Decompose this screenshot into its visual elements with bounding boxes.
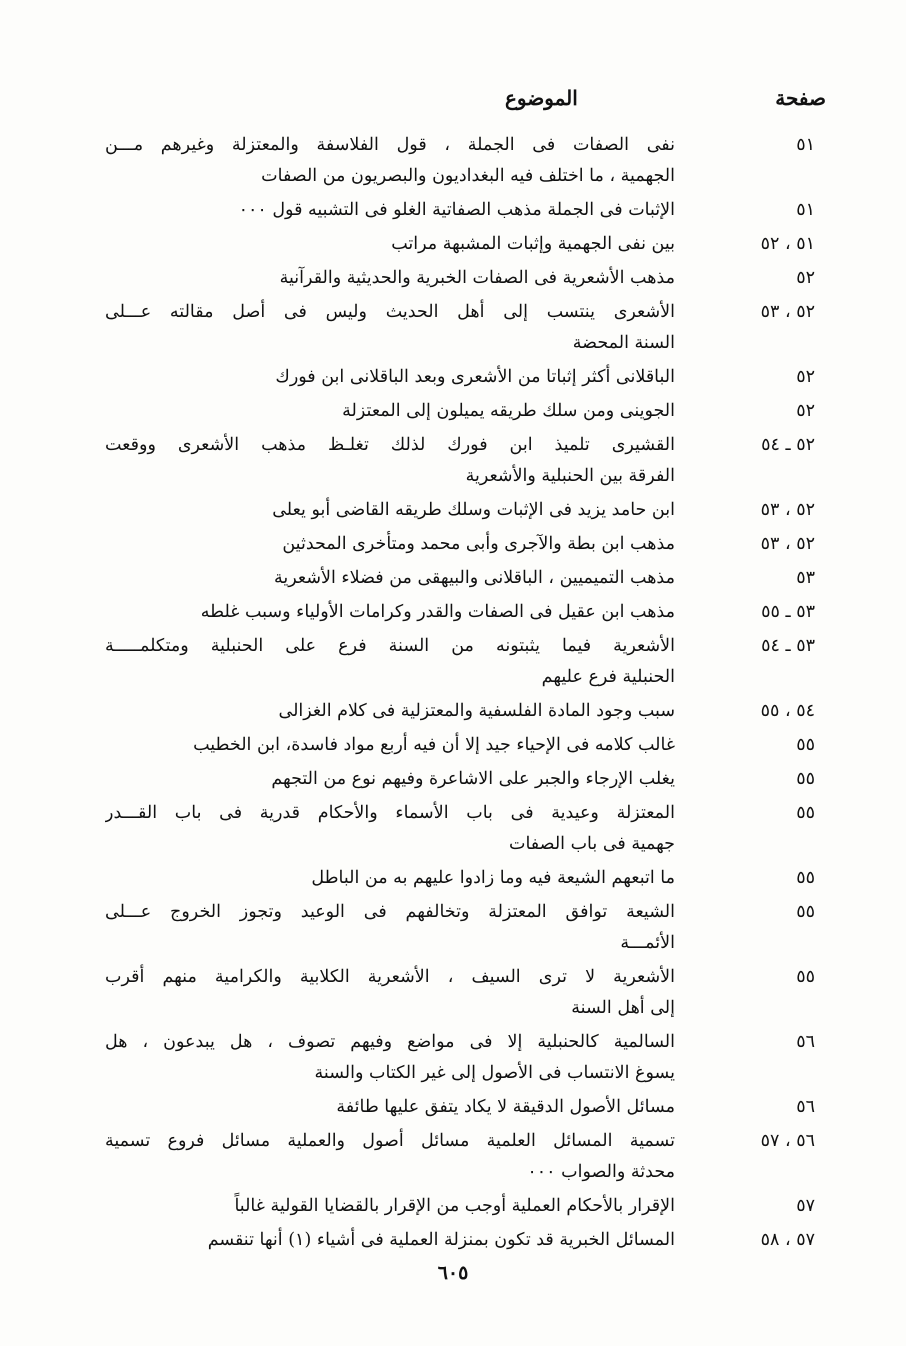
toc-entry (105, 396, 815, 427)
toc-entry-line: المعتزلة وعيدية فى باب الأسماء والأحكام قدرية فى باب القـــدر (105, 803, 675, 823)
toc-entry-pages: ٥٦ ، ٥٧ (760, 1131, 815, 1151)
toc-entry (105, 1092, 815, 1123)
toc-entry-text (105, 529, 675, 560)
toc-entry-text (105, 1092, 675, 1123)
toc-entry-text (105, 962, 675, 1024)
toc-entry-text (105, 897, 675, 959)
toc-entry-line: محدثة والصواب ٠٠٠ (527, 1162, 675, 1182)
toc-entry-line: مسائل الأصول الدقيقة لا يكاد يتفق عليها طائفة (336, 1097, 675, 1117)
toc-entry-line: الأشعرى ينتسب إلى أهل الحديث وليس فى أصل مقالته عـــلى (105, 302, 675, 322)
toc-entry-line: الشيعة توافق المعتزلة وتخالفهم فى الوعيد وتجوز الخروج عـــلى (105, 902, 675, 922)
toc-entry-line: الإثبات فى الجملة مذهب الصفاتية الغلو فى التشبيه قول ٠٠٠ (238, 200, 675, 220)
toc-entry-text (105, 764, 675, 795)
toc-entry (105, 263, 815, 294)
toc-entry-line: ابن حامد يزيد فى الإثبات وسلك طريقه القاضى أبو يعلى (272, 500, 675, 520)
toc-entry-pages: ٥٦ (796, 1032, 815, 1052)
toc-entry-line: نفى الصفات فى الجملة ، قول الفلاسفة والمعتزلة وغيرهم مـــن (105, 135, 675, 155)
toc-entry-text (105, 1225, 675, 1256)
toc-entry (105, 897, 815, 959)
toc-entry-text (105, 130, 675, 192)
toc-entry-line: مذهب ابن بطة والآجرى وأبى محمد ومتأخرى المحدثين (282, 534, 675, 554)
toc-entry-pages: ٥٥ (796, 769, 815, 789)
toc-entry-pages: ٥٣ ـ ٥٤ (761, 636, 815, 656)
toc-entry (105, 863, 815, 894)
toc-entry-pages: ٥٥ (796, 902, 815, 922)
toc-entry-pages: ٥١ (796, 200, 815, 220)
toc-entry-text (105, 495, 675, 526)
toc-entry (105, 229, 815, 260)
toc-entry-text (105, 430, 675, 492)
toc-entry-pages: ٥٤ ، ٥٥ (760, 701, 815, 721)
toc-entry (105, 962, 815, 1024)
toc-entry-line: بين نفى الجهمية وإثبات المشبهة مراتب (391, 234, 675, 254)
toc-entry (105, 1027, 815, 1089)
toc-entry-text (105, 863, 675, 894)
toc-entry (105, 529, 815, 560)
toc-entry-text (105, 798, 675, 860)
page-column-header: صفحة (775, 86, 826, 110)
toc-entry-text (105, 631, 675, 693)
toc-entry (105, 730, 815, 761)
toc-entry-line: جهمية فى باب الصفات (508, 834, 675, 854)
toc-entry (105, 563, 815, 594)
toc-entry (105, 195, 815, 226)
toc-entry-text (105, 1027, 675, 1089)
toc-entry-line: الجهمية ، ما اختلف فيه البغداديون والبصريون من الصفات (261, 166, 675, 186)
toc-entry-pages: ٥٢ (796, 401, 815, 421)
toc-entry (105, 1126, 815, 1188)
toc-entry-line: الإقرار بالأحكام العملية أوجب من الإقرار بالقضايا القولية غالباً (234, 1196, 675, 1216)
toc-entry-pages: ٥٢ (796, 268, 815, 288)
toc-entry-line: يغلب الإرجاء والجبر على الاشاعرة وفيهم نوع من التجهم (271, 769, 675, 789)
toc-entry-text (105, 696, 675, 727)
toc-entry-line: إلى أهل السنة (571, 998, 675, 1018)
toc-entry-line: الأشعرية لا ترى السيف ، الأشعرية الكلابية والكرامية منهم أقرب (105, 967, 675, 987)
toc-entry-pages: ٥٧ ، ٥٨ (760, 1230, 815, 1250)
toc-entry-pages: ٥٢ (796, 367, 815, 387)
toc-entry-text (105, 396, 675, 427)
toc-entry-text (105, 297, 675, 359)
toc-entry (105, 1225, 815, 1256)
toc-entry (105, 362, 815, 393)
toc-entry-line: السنة المحضة (572, 333, 675, 353)
toc-entry-text (105, 1191, 675, 1222)
toc-entry-pages: ٥٣ ـ ٥٥ (761, 602, 815, 622)
toc-entry-line: القشيرى تلميذ ابن فورك لذلك تغلـظ مذهب الأشعرى ووقعت (105, 435, 675, 455)
toc-entry-line: غالب كلامه فى الإحياء جيد إلا أن فيه أربع مواد فاسدة، ابن الخطيب (193, 735, 675, 755)
toc-entry (105, 631, 815, 693)
toc-entry-line: الجوينى ومن سلك طريقه يميلون إلى المعتزلة (342, 401, 675, 421)
toc-entry (105, 430, 815, 492)
toc-entry-line: مذهب التميميين ، الباقلانى والبيهقى من فضلاء الأشعرية (274, 568, 675, 588)
toc-entry (105, 798, 815, 860)
toc-entry-text (105, 1126, 675, 1188)
toc-entry-line: ما اتبعهم الشيعة فيه وما زادوا عليهم به من الباطل (311, 868, 675, 888)
toc-entry (105, 696, 815, 727)
toc-entry-line: مذهب ابن عقيل فى الصفات والقدر وكرامات الأولياء وسبب غلطه (200, 602, 675, 622)
toc-entry-text (105, 597, 675, 628)
toc-entry-line: الأشعرية فيما يثبتونه من السنة فرع على الحنبلية ومتكلمـــــة (105, 636, 675, 656)
toc-entry-pages: ٥٥ (796, 735, 815, 755)
toc-entry-pages: ٥٣ (796, 568, 815, 588)
toc-entry-line: الباقلانى أكثر إثباتا من الأشعرى وبعد الباقلانى ابن فورك (275, 367, 675, 387)
toc-entry (105, 297, 815, 359)
toc-entry-pages: ٥٢ ، ٥٣ (760, 302, 815, 322)
toc-entry-pages: ٥٢ ، ٥٣ (760, 500, 815, 520)
toc-entry-pages: ٥٥ (796, 967, 815, 987)
toc-entry-text (105, 195, 675, 226)
toc-entry-line: المسائل الخبرية قد تكون بمنزلة العملية فى أشياء (١) أنها تنقسم (207, 1230, 675, 1250)
toc-entry-text (105, 229, 675, 260)
toc-entry-line: يسوغ الانتساب فى الأصول إلى غير الكتاب والسنة (314, 1063, 675, 1083)
toc-entry-line: الأئمـــة (620, 933, 675, 953)
toc-entry-line: تسمية المسائل العلمية مسائل أصول والعملية مسائل فروع تسمية (105, 1131, 675, 1151)
topic-column-header: الموضوع (505, 86, 578, 110)
toc-entry (105, 495, 815, 526)
toc-entry (105, 1191, 815, 1222)
toc-entry (105, 764, 815, 795)
toc-entry-line: الفرقة بين الحنبلية والأشعرية (465, 466, 675, 486)
toc-entry (105, 597, 815, 628)
toc-entry (105, 130, 815, 192)
table-of-contents (105, 130, 815, 1259)
toc-entry-text (105, 730, 675, 761)
toc-entry-text (105, 563, 675, 594)
toc-entry-line: سبب وجود المادة الفلسفية والمعتزلية فى كلام الغزالى (278, 701, 675, 721)
toc-entry-line: مذهب الأشعرية فى الصفات الخبرية والحديثية والقرآنية (279, 268, 675, 288)
toc-entry-pages: ٥٢ ـ ٥٤ (761, 435, 815, 455)
toc-entry-pages: ٥٧ (796, 1196, 815, 1216)
toc-entry-pages: ٥٥ (796, 868, 815, 888)
toc-entry-pages: ٥٦ (796, 1097, 815, 1117)
toc-entry-text (105, 263, 675, 294)
page-number: ٦٠٥ (437, 1262, 469, 1284)
toc-entry-line: الحنبلية فرع عليهم (541, 667, 675, 687)
toc-entry-line: السالمية كالحنبلية إلا فى مواضع وفيهم تصوف ، هل يبدعون ، هل (105, 1032, 675, 1052)
table-header (0, 86, 906, 120)
toc-entry-pages: ٥٥ (796, 803, 815, 823)
toc-entry-pages: ٥٢ ، ٥٣ (760, 534, 815, 554)
toc-entry-text (105, 362, 675, 393)
toc-entry-pages: ٥١ (796, 135, 815, 155)
toc-entry-pages: ٥١ ، ٥٢ (760, 234, 815, 254)
